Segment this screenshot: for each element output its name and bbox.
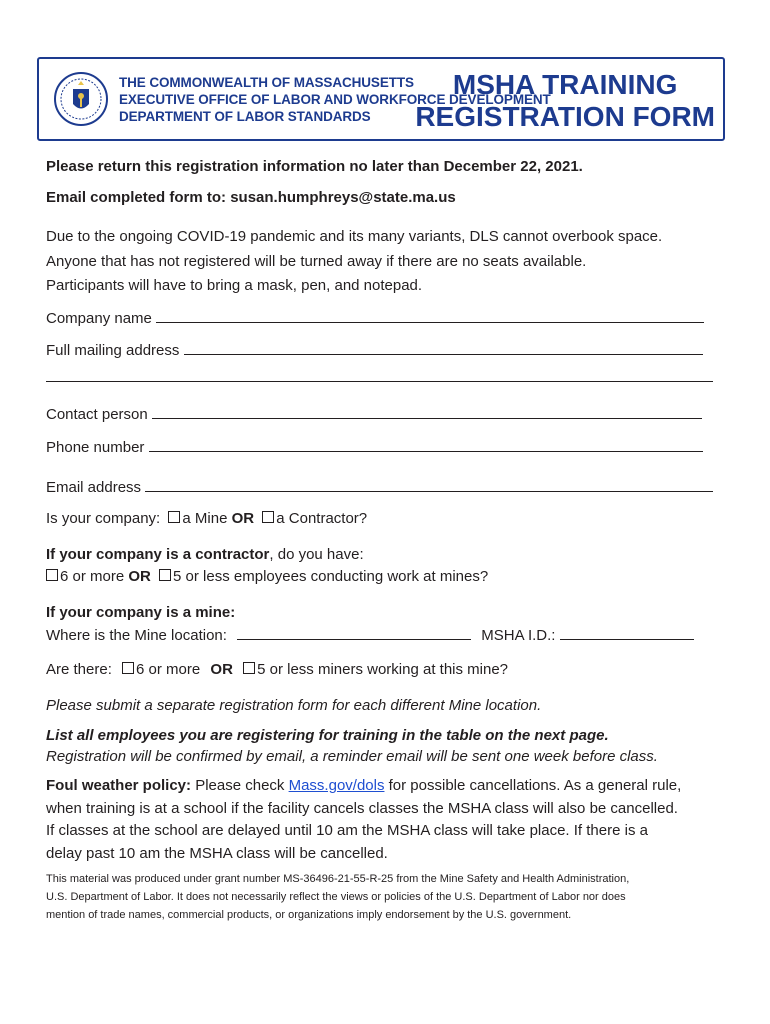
list-employees-note: List all employees you are registering for training in the table on the next page. [46,727,609,744]
or-label: OR [231,510,255,527]
weather-policy-intro: Please check [191,777,289,794]
company-name-label: Company name [46,310,152,327]
company-type-label: Is your company: [46,510,161,527]
contractor-checkbox[interactable] [262,511,274,523]
separate-form-note: Please submit a separate registration form for each different Mine location. [46,697,542,714]
weather-policy-line-4: delay past 10 am the MSHA class will be cancelled. [46,844,388,862]
email-to-text: Email completed form to: susan.humphreys@state.ma.us [46,189,456,206]
mine-checkbox[interactable] [168,511,180,523]
weather-policy-label: Foul weather policy: [46,777,192,794]
contractor-heading-rest: , do you have: [269,546,364,563]
email-address-label: Email address [46,479,142,496]
covid-notice-line-3: Participants will have to bring a mask, pen, and notepad. [46,277,423,294]
mine-option-label: a Mine [182,510,228,527]
are-there-label: Are there: [46,661,112,678]
company-name-field [46,308,704,328]
miners-count-row [46,661,508,679]
contractor-option-label: a Contractor? [276,510,368,527]
grant-disclaimer [46,870,726,924]
contact-person-field [46,404,702,424]
contractor-options [42,568,488,586]
msha-id-label: MSHA I.D.: [481,627,556,644]
miners-6-or-more-checkbox[interactable] [122,662,134,674]
miners-6-or-more-label: 6 or more [136,661,201,678]
weather-policy-line-3: If classes at the school are delayed until 10 am the MSHA class will take place. If there is a [46,822,648,839]
msha-id-input-line[interactable] [560,625,694,640]
contact-person-label: Contact person [46,406,148,423]
form-title [415,69,715,133]
company-type-question [46,510,367,528]
contractor-or-label: OR [128,568,151,585]
covid-notice-line-1: Due to the ongoing COVID-19 pandemic and its many variants, DLS cannot overbook space. [46,228,663,245]
header-box [37,57,725,141]
mailing-address-field [46,340,703,360]
phone-number-field [46,437,703,457]
company-name-input-line[interactable] [156,308,704,323]
disclaimer-line-1: This material was produced under grant number MS-36496-21-55-R-25 from the Mine Safety and Health Administration, [46,873,630,885]
weather-policy-line-1-rest: for possible cancellations. As a general rule, [384,777,682,794]
massachusetts-seal-icon [53,71,109,127]
mine-location-label: Where is the Mine location: [46,627,227,644]
form-title-line-1: MSHA TRAINING [452,69,678,100]
covid-notice-line-2: Anyone that has not registered will be turned away if there are no seats available. [46,253,587,270]
disclaimer-line-2: U.S. Department of Labor. It does not necessarily reflect the views or policies of the U.S. Department of Labor nor does [46,891,626,903]
contractor-heading [46,546,364,564]
mass-gov-dols-link[interactable]: Mass.gov/dols [288,777,385,794]
miners-5-or-less-checkbox[interactable] [243,662,255,674]
mine-heading: If your company is a mine: [46,604,236,621]
contractor-5-or-less-checkbox[interactable] [159,569,171,581]
miners-5-or-less-label: 5 or less miners working at this mine? [257,661,509,678]
mailing-address-label: Full mailing address [46,342,180,359]
mailing-address-second-line[interactable] [46,381,713,382]
deadline-text: Please return this registration information no later than December 22, 2021. [46,158,583,175]
confirmation-note: Registration will be confirmed by email, a reminder email will be sent one week before class. [46,748,658,765]
form-title-line-2: REGISTRATION FORM [415,101,715,132]
email-address-field [46,477,713,497]
mine-location-row [46,625,694,645]
contact-person-input-line[interactable] [152,404,702,419]
agency-line-3: DEPARTMENT OF LABOR STANDARDS [119,109,371,124]
mailing-address-input-line[interactable] [184,340,703,355]
disclaimer-line-3: mention of trade names, commercial products, or organizations imply endorsement by the U.S. government. [46,909,572,921]
phone-number-label: Phone number [46,439,145,456]
contractor-6-or-more-label: 6 or more [60,568,125,585]
email-address-input-line[interactable] [145,477,713,492]
weather-policy-line-1 [46,775,736,798]
phone-number-input-line[interactable] [149,437,703,452]
mine-location-input-line[interactable] [237,625,471,640]
contractor-5-or-less-label: 5 or less employees conducting work at mines? [173,568,489,585]
contractor-6-or-more-checkbox[interactable] [46,569,58,581]
agency-line-2: EXECUTIVE OFFICE OF LABOR AND WORKFORCE DEVELOPMENT [119,92,551,107]
agency-line-1: THE COMMONWEALTH OF MASSACHUSETTS [119,75,414,90]
weather-policy-line-2: when training is at a school if the facility cancels classes the MSHA class will also be cancelled. [46,799,678,817]
miners-or-label: OR [210,661,233,678]
contractor-heading-bold: If your company is a contractor [46,546,270,563]
weather-policy [46,775,736,865]
